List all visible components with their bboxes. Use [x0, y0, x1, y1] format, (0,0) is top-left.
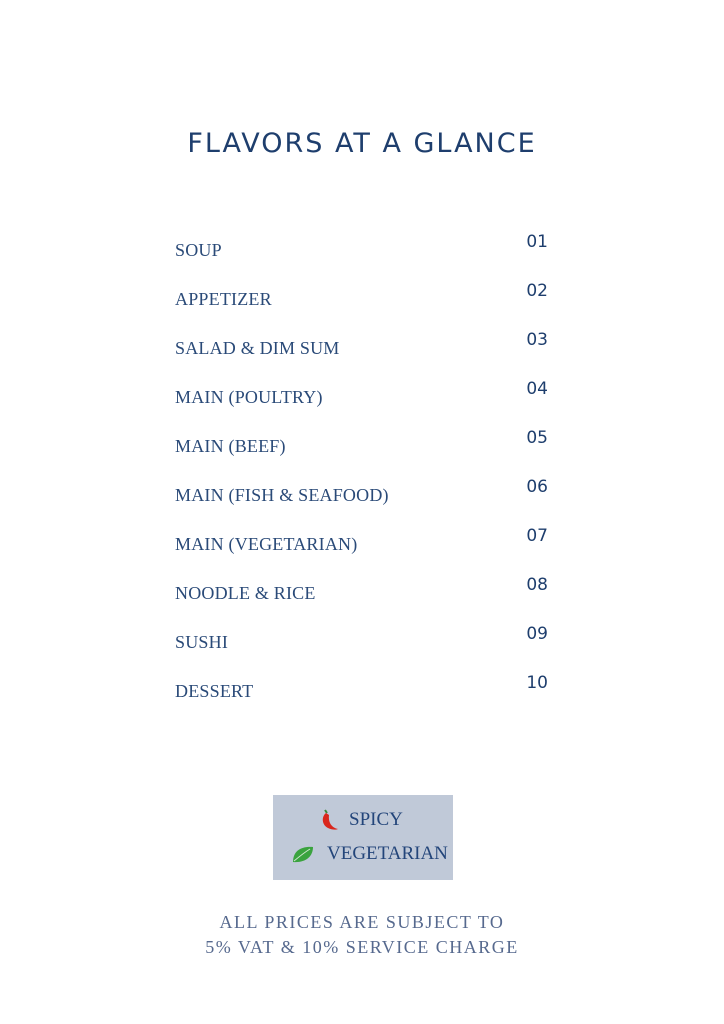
section-page-number: 07	[526, 526, 548, 546]
section-label: MAIN (BEEF)	[175, 436, 286, 456]
section-label: MAIN (POULTRY)	[175, 387, 323, 407]
toc-row[interactable]	[175, 330, 548, 364]
toc-row[interactable]	[175, 428, 548, 462]
section-page-number: 03	[526, 330, 548, 350]
section-label: DESSERT	[175, 681, 254, 701]
section-page-number: 10	[526, 673, 548, 693]
price-notice-line-1: ALL PRICES ARE SUBJECT TO	[219, 912, 505, 932]
section-label: SUSHI	[175, 632, 229, 652]
toc-row[interactable]	[175, 379, 548, 413]
page-title: FLAVORS AT A GLANCE	[187, 128, 537, 159]
price-notice	[0, 910, 724, 960]
toc-row[interactable]	[175, 575, 548, 609]
toc-row[interactable]	[175, 232, 548, 266]
section-page-number: 09	[526, 624, 548, 644]
toc-row[interactable]	[175, 624, 548, 658]
section-page-number: 01	[526, 232, 548, 252]
section-page-number: 06	[526, 477, 548, 497]
toc-row[interactable]	[175, 526, 548, 560]
section-label: MAIN (FISH & SEAFOOD)	[175, 485, 389, 505]
legend-spicy	[319, 809, 403, 831]
legend-spicy-label: SPICY	[349, 809, 403, 830]
legend-box	[273, 795, 453, 880]
section-label: MAIN (VEGETARIAN)	[175, 534, 358, 554]
section-page-number: 08	[526, 575, 548, 595]
toc-row[interactable]	[175, 281, 548, 315]
section-label: SALAD & DIM SUM	[175, 338, 340, 358]
section-page-number: 02	[526, 281, 548, 301]
leaf-icon	[291, 845, 315, 863]
section-label: NOODLE & RICE	[175, 583, 316, 603]
section-label: APPETIZER	[175, 289, 272, 309]
toc-row[interactable]	[175, 477, 548, 511]
legend-vegetarian	[291, 843, 448, 865]
chili-pepper-icon	[319, 809, 339, 831]
toc-row[interactable]	[175, 673, 548, 707]
section-label: SOUP	[175, 240, 222, 260]
legend-vegetarian-label: VEGETARIAN	[327, 843, 448, 864]
section-page-number: 04	[526, 379, 548, 399]
price-notice-line-2: 5% VAT & 10% SERVICE CHARGE	[205, 937, 519, 957]
section-page-number: 05	[526, 428, 548, 448]
